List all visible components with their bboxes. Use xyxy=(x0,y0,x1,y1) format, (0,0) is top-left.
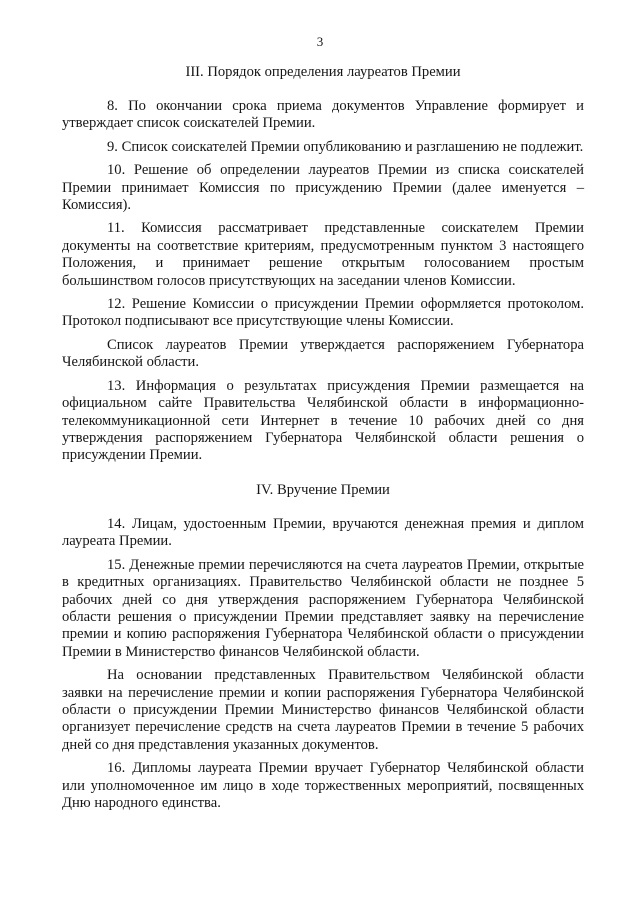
paragraph-14: 14. Лицам, удостоенным Премии, вручаются денежная премия и диплом лауреата Премии. xyxy=(62,516,584,550)
section-4-heading: IV. Вручение Премии xyxy=(256,482,390,498)
section-3-heading: III. Порядок определения лауреатов Премии xyxy=(185,64,461,80)
section-4-body xyxy=(62,516,584,819)
paragraph-9: 9. Список соискателей Премии опубликованию и разглашению не подлежит. xyxy=(107,138,584,155)
paragraph-list-approval: Список лауреатов Премии утверждается распоряжением Губернатора Челябинской области. xyxy=(62,336,584,371)
page-number: 3 xyxy=(316,34,324,49)
paragraph-12: 12. Решение Комиссии о присуждении Премии оформляется протоколом. Протокол подписывают все присутствующие члены Комиссии. xyxy=(62,296,584,330)
paragraph-11: 11. Комиссия рассматривает представленные соискателем Премии документы на соответствие критериям, предусмотренным пунктом 3 настоящего Положения, и принимает решение открытым голосованием простым большинством голосов присутствующих на заседании членов Комиссии. xyxy=(62,220,584,289)
paragraph-10: 10. Решение об определении лауреатов Премии из списка соискателей Премии принимает Комиссия по присуждению Премии (далее именуется – Комиссия). xyxy=(62,162,584,214)
paragraph-16: 16. Дипломы лауреата Премии вручает Губернатор Челябинской области или уполномоченное им лицо в ходе торжественных мероприятий, посвященных Дню народного единства. xyxy=(62,760,584,812)
paragraph-15: 15. Денежные премии перечисляются на счета лауреатов Премии, открытые в кредитных организациях. Правительство Челябинской области не позднее 5 рабочих дней со дня утверждения распоряжением Губернатора Челябинской области решения о присуждении Премии представляет заявку на перечисление премии и копию распоряжения Губернатора Челябинской области о присуждении Премии в Министерство финансов Челябинской области. xyxy=(62,556,584,660)
paragraph-8: 8. По окончании срока приема документов Управление формирует и утверждает список соискателей Премии. xyxy=(62,98,584,132)
paragraph-transfer-basis: На основании представленных Правительством Челябинской области заявки на перечисление премии и копии распоряжения Губернатора Челябинской области о присуждении Премии Министерство финансов Челябинской области организует перечисление средств на счета лауреатов Премии в течение 5 рабочих дней со дня представления указанных документов. xyxy=(62,667,584,753)
paragraph-13: 13. Информация о результатах присуждения Премии размещается на официальном сайте Правительства Челябинской области в информационно-телекоммуникационной сети Интернет в течение 10 рабочих дней со дня утверждения распоряжением Губернатора Челябинской области решения о присуждении Премии. xyxy=(62,377,584,464)
section-3-body xyxy=(62,98,584,471)
